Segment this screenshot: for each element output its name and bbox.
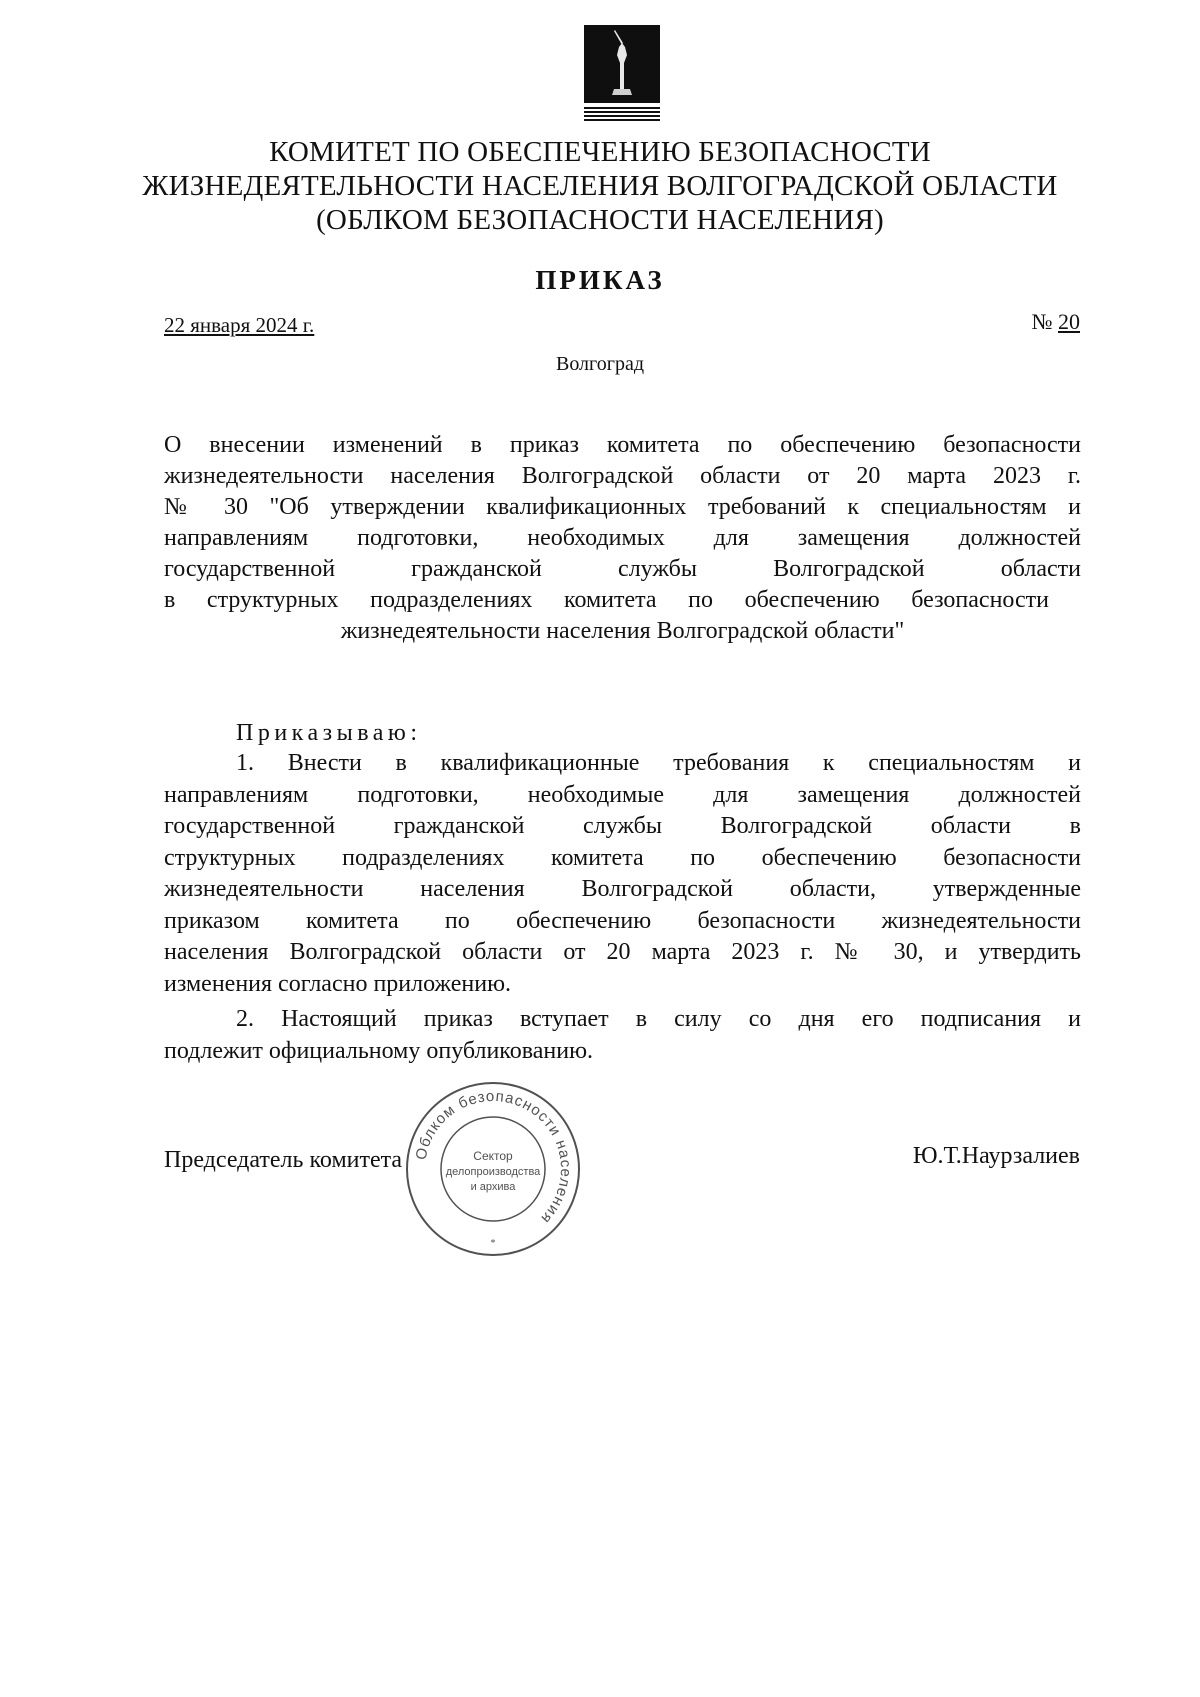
order-item-2 — [164, 1004, 1081, 1067]
signatory-position: Председатель комитета — [164, 1147, 403, 1173]
decree-word: Приказываю: — [236, 720, 422, 746]
paragraph-line: структурных подразделениях комитета по обеспечению безопасности — [164, 844, 1081, 871]
paragraph-line: направлениям подготовки, необходимые для замещения должностей — [164, 781, 1081, 808]
stamp-center-line: делопроизводства — [445, 1166, 541, 1178]
stamp-center-line: и архива — [470, 1181, 516, 1193]
official-stamp-icon — [404, 1080, 582, 1258]
document-title: ПРИКАЗ — [535, 265, 665, 295]
paragraph-line: подлежит официальному опубликованию. — [164, 1037, 594, 1064]
order-item-1 — [164, 748, 1081, 1000]
number-value: 20 — [1058, 309, 1080, 334]
document-city: Волгоград — [555, 353, 645, 375]
subject-line: в структурных подразделениях комитета по обеспечению безопасности — [164, 587, 1049, 613]
subject-line: № 30 "Об утверждении квалификационных требований к специальностям и — [164, 494, 1081, 520]
paragraph-line: жизнедеятельности населения Волгоградской области, утвержденные — [164, 876, 1081, 902]
paragraph-line: приказом комитета по обеспечению безопасности жизнедеятельности — [164, 907, 1081, 934]
subject-line: жизнедеятельности населения Волгоградской области от 20 марта 2023 г. — [164, 463, 1081, 489]
org-name-line: ЖИЗНЕДЕЯТЕЛЬНОСТИ НАСЕЛЕНИЯ ВОЛГОГРАДСКОЙ ОБЛАСТИ — [142, 170, 1058, 202]
paragraph-line: 1. Внести в квалификационные требования к специальностям и — [236, 750, 1081, 776]
svg-text:*: * — [490, 1238, 496, 1249]
subject-line: О внесении изменений в приказ комитета по обеспечению безопасности — [164, 432, 1081, 458]
subject-line: жизнедеятельности населения Волгоградской области" — [340, 618, 905, 644]
paragraph-line: изменения согласно приложению. — [164, 970, 512, 997]
document-number — [1032, 309, 1081, 335]
emblem-shield — [584, 25, 660, 103]
stamp-center-line: Сектор — [473, 1149, 513, 1163]
paragraph-line: 2. Настоящий приказ вступает в силу со дня его подписания и — [236, 1006, 1081, 1032]
coat-of-arms-icon — [584, 25, 660, 121]
emblem-base-stripes — [584, 107, 660, 121]
subject-line: направлениям подготовки, необходимых для замещения должностей — [164, 525, 1081, 551]
document-date: 22 января 2024 г. — [164, 313, 315, 337]
paragraph-line: государственной гражданской службы Волгоградской области в — [164, 813, 1081, 839]
org-short-name: (ОБЛКОМ БЕЗОПАСНОСТИ НАСЕЛЕНИЯ) — [316, 204, 884, 236]
paragraph-line: населения Волгоградской области от 20 марта 2023 г. № 30, и утвердить — [164, 939, 1081, 965]
signatory-name: Ю.Т.Наурзалиев — [912, 1143, 1080, 1169]
subject-line: государственной гражданской службы Волгоградской области — [164, 556, 1081, 582]
org-name-line: КОМИТЕТ ПО ОБЕСПЕЧЕНИЮ БЕЗОПАСНОСТИ — [269, 136, 931, 168]
number-prefix: № — [1031, 309, 1053, 334]
document-subject — [164, 430, 1081, 647]
stamp-ring-text: Облком безопасности населения — [412, 1087, 575, 1228]
